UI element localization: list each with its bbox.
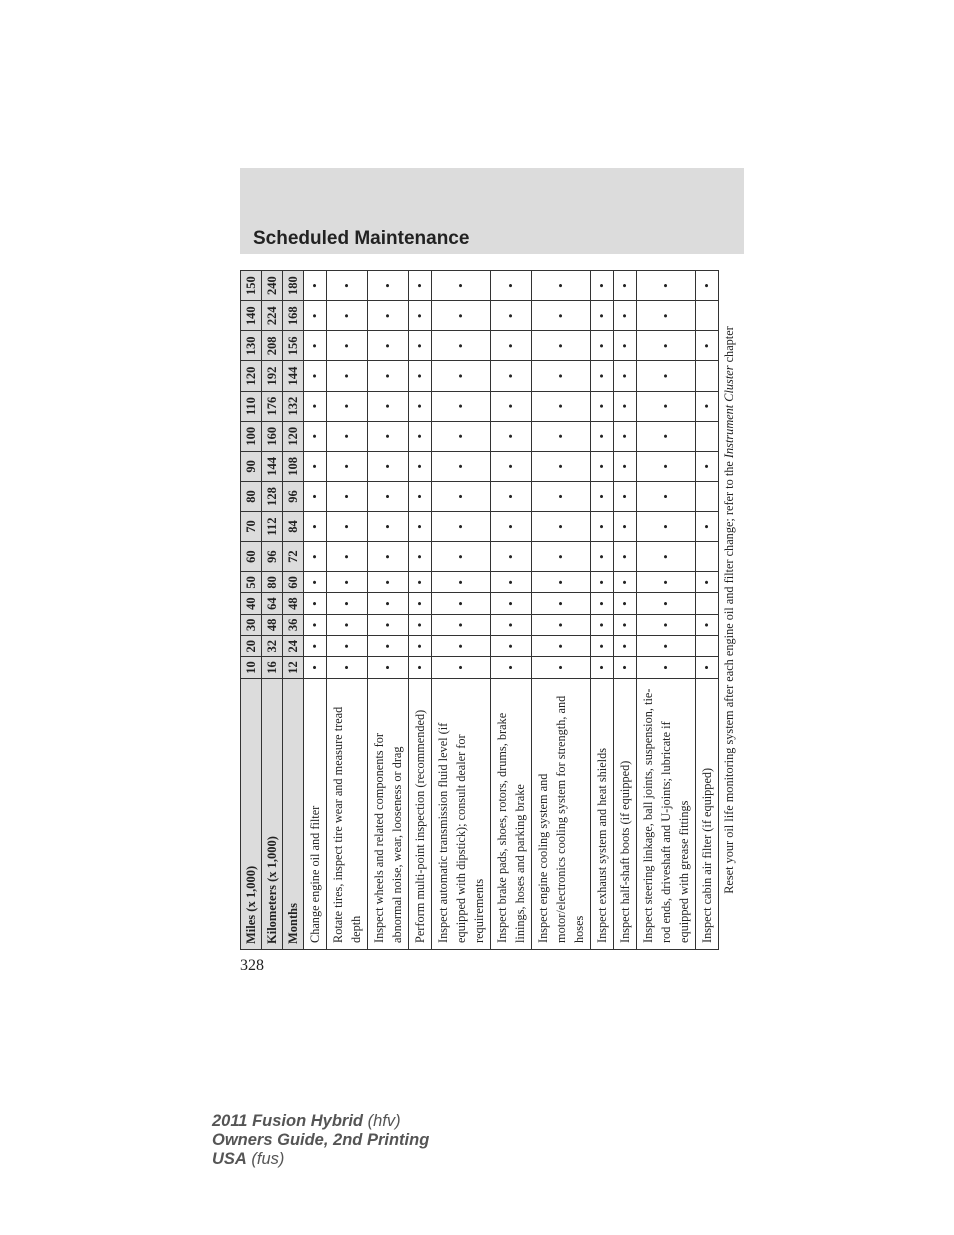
service-interval-mark: • — [368, 481, 409, 511]
service-interval-mark: • — [637, 481, 696, 511]
service-interval-mark: • — [637, 542, 696, 572]
kilometers-value: 112 — [262, 511, 283, 541]
months-value: 132 — [283, 391, 304, 421]
miles-value: 30 — [241, 614, 262, 635]
miles-value: 10 — [241, 657, 262, 678]
months-row — [283, 271, 304, 950]
service-interval-mark: • — [532, 657, 591, 678]
service-interval-mark: • — [491, 614, 532, 635]
service-interval-mark: • — [368, 361, 409, 391]
service-interval-mark: • — [591, 593, 614, 614]
service-interval-mark: • — [432, 271, 491, 301]
service-interval-mark: • — [696, 271, 719, 301]
service-interval-mark: • — [591, 421, 614, 451]
service-interval-mark: • — [304, 636, 327, 657]
service-description: Inspect wheels and related components for abnormal noise, wear, looseness or drag — [368, 678, 409, 949]
service-interval-mark: • — [327, 636, 368, 657]
months-value: 108 — [283, 451, 304, 481]
service-interval-mark: • — [409, 421, 432, 451]
service-interval-mark: • — [409, 481, 432, 511]
service-interval-mark: • — [614, 481, 637, 511]
service-interval-mark: • — [696, 451, 719, 481]
service-interval-mark: • — [304, 271, 327, 301]
service-interval-mark: • — [432, 421, 491, 451]
service-interval-mark: • — [304, 481, 327, 511]
service-interval-mark: • — [409, 542, 432, 572]
service-interval-mark: • — [432, 331, 491, 361]
kilometers-value: 64 — [262, 593, 283, 614]
miles-label: Miles (x 1,000) — [241, 678, 262, 949]
footer-market: USA — [212, 1150, 247, 1168]
service-row — [409, 271, 432, 950]
service-interval-mark: • — [614, 301, 637, 331]
service-interval-mark: • — [409, 331, 432, 361]
service-description: Inspect half-shaft boots (if equipped) — [614, 678, 637, 949]
service-row — [614, 271, 637, 950]
maintenance-table-rotated — [240, 270, 736, 950]
footer-line-3 — [212, 1150, 429, 1169]
service-interval-mark: • — [614, 391, 637, 421]
service-interval-mark: • — [491, 271, 532, 301]
page-number: 328 — [240, 957, 264, 974]
kilometers-value: 192 — [262, 361, 283, 391]
service-interval-empty — [696, 421, 719, 451]
service-interval-mark: • — [614, 271, 637, 301]
months-value: 48 — [283, 593, 304, 614]
service-row — [304, 271, 327, 950]
miles-row — [241, 271, 262, 950]
miles-value: 50 — [241, 572, 262, 593]
service-interval-mark: • — [532, 421, 591, 451]
service-interval-mark: • — [614, 331, 637, 361]
service-interval-empty — [696, 593, 719, 614]
miles-value: 130 — [241, 331, 262, 361]
service-interval-mark: • — [491, 657, 532, 678]
service-interval-mark: • — [491, 481, 532, 511]
service-row — [368, 271, 409, 950]
service-description: Inspect engine cooling system and motor/electronics cooling system for strength, and hoses — [532, 678, 591, 949]
service-interval-mark: • — [696, 331, 719, 361]
service-interval-mark: • — [304, 451, 327, 481]
service-description: Inspect cabin air filter (if equipped) — [696, 678, 719, 949]
service-interval-mark: • — [327, 657, 368, 678]
kilometers-value: 32 — [262, 636, 283, 657]
footer-line-2: Owners Guide, 2nd Printing — [212, 1131, 430, 1149]
months-value: 156 — [283, 331, 304, 361]
service-interval-mark: • — [696, 391, 719, 421]
kilometers-value: 176 — [262, 391, 283, 421]
service-interval-mark: • — [637, 511, 696, 541]
service-interval-mark: • — [432, 542, 491, 572]
months-value: 24 — [283, 636, 304, 657]
service-interval-mark: • — [637, 657, 696, 678]
service-interval-mark: • — [591, 542, 614, 572]
months-value: 168 — [283, 301, 304, 331]
service-interval-mark: • — [327, 593, 368, 614]
service-interval-mark: • — [327, 391, 368, 421]
service-interval-mark: • — [491, 636, 532, 657]
note-text: Reset your oil life monitoring system after each engine oil and filter change; refer to the — [721, 458, 736, 894]
miles-value: 120 — [241, 361, 262, 391]
service-interval-mark: • — [304, 301, 327, 331]
service-row — [637, 271, 696, 950]
service-interval-mark: • — [432, 614, 491, 635]
service-interval-mark: • — [409, 636, 432, 657]
service-interval-mark: • — [327, 481, 368, 511]
service-interval-mark: • — [532, 542, 591, 572]
kilometers-value: 128 — [262, 481, 283, 511]
kilometers-value: 208 — [262, 331, 283, 361]
kilometers-label: Kilometers (x 1,000) — [262, 678, 283, 949]
service-interval-mark: • — [368, 593, 409, 614]
months-label: Months — [283, 678, 304, 949]
service-interval-mark: • — [491, 361, 532, 391]
note-text-end: chapter — [721, 326, 736, 366]
service-interval-mark: • — [614, 614, 637, 635]
page-title: Scheduled Maintenance — [253, 228, 470, 249]
service-interval-mark: • — [591, 636, 614, 657]
service-interval-mark: • — [409, 657, 432, 678]
service-interval-mark: • — [432, 481, 491, 511]
service-interval-mark: • — [491, 593, 532, 614]
service-row — [532, 271, 591, 950]
months-value: 12 — [283, 657, 304, 678]
service-interval-mark: • — [409, 511, 432, 541]
miles-value: 20 — [241, 636, 262, 657]
service-interval-mark: • — [637, 361, 696, 391]
service-interval-mark: • — [637, 451, 696, 481]
service-interval-empty — [696, 542, 719, 572]
service-interval-mark: • — [591, 657, 614, 678]
service-interval-mark: • — [304, 593, 327, 614]
months-value: 84 — [283, 511, 304, 541]
service-interval-mark: • — [532, 451, 591, 481]
service-interval-mark: • — [491, 331, 532, 361]
service-interval-mark: • — [304, 391, 327, 421]
service-interval-mark: • — [304, 657, 327, 678]
service-interval-mark: • — [614, 511, 637, 541]
service-interval-mark: • — [591, 481, 614, 511]
kilometers-value: 96 — [262, 542, 283, 572]
service-interval-mark: • — [637, 572, 696, 593]
service-interval-mark: • — [491, 511, 532, 541]
kilometers-value: 144 — [262, 451, 283, 481]
service-description: Perform multi-point inspection (recommended) — [409, 678, 432, 949]
service-interval-mark: • — [591, 361, 614, 391]
service-interval-mark: • — [409, 451, 432, 481]
service-interval-mark: • — [591, 331, 614, 361]
service-interval-mark: • — [304, 421, 327, 451]
service-interval-mark: • — [614, 572, 637, 593]
service-interval-mark: • — [304, 614, 327, 635]
service-interval-mark: • — [696, 614, 719, 635]
service-interval-mark: • — [614, 593, 637, 614]
note-chapter-ref: Instrument Cluster — [721, 365, 736, 459]
miles-value: 110 — [241, 391, 262, 421]
service-interval-mark: • — [304, 542, 327, 572]
service-description: Inspect brake pads, shoes, rotors, drums, brake linings, hoses and parking brake — [491, 678, 532, 949]
service-interval-mark: • — [532, 271, 591, 301]
service-interval-mark: • — [409, 614, 432, 635]
service-interval-mark: • — [532, 572, 591, 593]
service-interval-mark: • — [637, 421, 696, 451]
service-interval-mark: • — [368, 511, 409, 541]
service-interval-mark: • — [532, 511, 591, 541]
miles-value: 140 — [241, 301, 262, 331]
miles-value: 150 — [241, 271, 262, 301]
service-interval-mark: • — [368, 657, 409, 678]
service-interval-mark: • — [432, 511, 491, 541]
service-description: Inspect steering linkage, ball joints, suspension, tie-rod ends, driveshaft and U-joints; lubricate if equipped with grease fittings — [637, 678, 696, 949]
service-interval-mark: • — [614, 542, 637, 572]
service-interval-mark: • — [614, 657, 637, 678]
service-interval-mark: • — [491, 572, 532, 593]
kilometers-row — [262, 271, 283, 950]
service-interval-empty — [696, 361, 719, 391]
service-description: Rotate tires, inspect tire wear and measure tread depth — [327, 678, 368, 949]
service-interval-mark: • — [304, 511, 327, 541]
service-interval-mark: • — [532, 391, 591, 421]
kilometers-value: 160 — [262, 421, 283, 451]
footer-model: 2011 Fusion Hybrid — [212, 1112, 363, 1130]
service-interval-mark: • — [491, 391, 532, 421]
service-interval-mark: • — [368, 391, 409, 421]
service-interval-mark: • — [327, 421, 368, 451]
service-interval-mark: • — [591, 271, 614, 301]
service-interval-mark: • — [591, 511, 614, 541]
oil-life-reset-note — [719, 271, 740, 950]
service-interval-mark: • — [368, 271, 409, 301]
service-interval-mark: • — [368, 451, 409, 481]
service-interval-mark: • — [637, 331, 696, 361]
months-value: 120 — [283, 421, 304, 451]
service-interval-mark: • — [591, 614, 614, 635]
service-interval-mark: • — [614, 421, 637, 451]
service-interval-mark: • — [432, 593, 491, 614]
service-description: Inspect automatic transmission fluid level (if equipped with dipstick); consult dealer for requirements — [432, 678, 491, 949]
service-description: Change engine oil and filter — [304, 678, 327, 949]
service-interval-mark: • — [491, 301, 532, 331]
service-interval-empty — [696, 636, 719, 657]
service-interval-mark: • — [432, 636, 491, 657]
service-interval-mark: • — [409, 391, 432, 421]
service-interval-mark: • — [409, 301, 432, 331]
miles-value: 60 — [241, 542, 262, 572]
miles-value: 90 — [241, 451, 262, 481]
service-interval-mark: • — [327, 511, 368, 541]
service-row — [591, 271, 614, 950]
service-interval-mark: • — [614, 361, 637, 391]
months-value: 60 — [283, 572, 304, 593]
miles-value: 40 — [241, 593, 262, 614]
service-interval-mark: • — [304, 572, 327, 593]
service-row — [432, 271, 491, 950]
service-interval-mark: • — [409, 361, 432, 391]
months-value: 72 — [283, 542, 304, 572]
service-interval-mark: • — [532, 301, 591, 331]
service-row — [491, 271, 532, 950]
service-interval-mark: • — [327, 361, 368, 391]
kilometers-value: 16 — [262, 657, 283, 678]
service-interval-mark: • — [368, 301, 409, 331]
service-interval-mark: • — [327, 331, 368, 361]
service-interval-mark: • — [409, 572, 432, 593]
service-description: Inspect exhaust system and heat shields — [591, 678, 614, 949]
service-interval-mark: • — [696, 572, 719, 593]
note-row — [719, 271, 740, 950]
footer-market-code: (fus) — [246, 1150, 285, 1168]
months-value: 144 — [283, 361, 304, 391]
service-interval-mark: • — [532, 614, 591, 635]
service-interval-mark: • — [368, 572, 409, 593]
kilometers-value: 48 — [262, 614, 283, 635]
service-interval-mark: • — [432, 301, 491, 331]
footer-line-1 — [212, 1112, 429, 1131]
service-interval-mark: • — [368, 331, 409, 361]
service-interval-mark: • — [491, 421, 532, 451]
service-interval-mark: • — [532, 481, 591, 511]
service-interval-mark: • — [304, 361, 327, 391]
kilometers-value: 240 — [262, 271, 283, 301]
service-interval-mark: • — [637, 391, 696, 421]
service-interval-mark: • — [591, 451, 614, 481]
service-interval-mark: • — [614, 636, 637, 657]
service-interval-mark: • — [327, 542, 368, 572]
service-interval-mark: • — [432, 361, 491, 391]
maintenance-schedule-table — [240, 270, 739, 950]
service-interval-mark: • — [368, 614, 409, 635]
service-interval-empty — [696, 481, 719, 511]
miles-value: 70 — [241, 511, 262, 541]
service-interval-mark: • — [327, 572, 368, 593]
miles-value: 80 — [241, 481, 262, 511]
service-interval-mark: • — [532, 636, 591, 657]
footer — [212, 1112, 429, 1169]
service-interval-mark: • — [532, 361, 591, 391]
service-interval-mark: • — [532, 331, 591, 361]
kilometers-value: 80 — [262, 572, 283, 593]
months-value: 36 — [283, 614, 304, 635]
service-interval-mark: • — [409, 593, 432, 614]
months-value: 96 — [283, 481, 304, 511]
service-interval-mark: • — [491, 451, 532, 481]
service-interval-mark: • — [696, 657, 719, 678]
service-interval-mark: • — [591, 301, 614, 331]
service-interval-mark: • — [637, 636, 696, 657]
kilometers-value: 224 — [262, 301, 283, 331]
service-interval-mark: • — [432, 572, 491, 593]
service-interval-mark: • — [304, 331, 327, 361]
service-row — [327, 271, 368, 950]
service-interval-mark: • — [532, 593, 591, 614]
footer-model-code: (hfv) — [362, 1112, 401, 1130]
service-interval-mark: • — [637, 271, 696, 301]
service-interval-mark: • — [696, 511, 719, 541]
service-interval-mark: • — [491, 542, 532, 572]
service-interval-mark: • — [432, 657, 491, 678]
service-interval-mark: • — [409, 271, 432, 301]
service-interval-mark: • — [368, 636, 409, 657]
service-interval-mark: • — [368, 542, 409, 572]
service-interval-mark: • — [614, 451, 637, 481]
miles-value: 100 — [241, 421, 262, 451]
service-interval-empty — [696, 301, 719, 331]
service-interval-mark: • — [591, 391, 614, 421]
service-interval-mark: • — [327, 451, 368, 481]
service-row — [696, 271, 719, 950]
service-interval-mark: • — [637, 614, 696, 635]
service-interval-mark: • — [432, 391, 491, 421]
service-interval-mark: • — [327, 301, 368, 331]
service-interval-mark: • — [591, 572, 614, 593]
months-value: 180 — [283, 271, 304, 301]
service-interval-mark: • — [327, 614, 368, 635]
service-interval-mark: • — [637, 593, 696, 614]
service-interval-mark: • — [637, 301, 696, 331]
service-interval-mark: • — [327, 271, 368, 301]
service-interval-mark: • — [432, 451, 491, 481]
service-interval-mark: • — [368, 421, 409, 451]
